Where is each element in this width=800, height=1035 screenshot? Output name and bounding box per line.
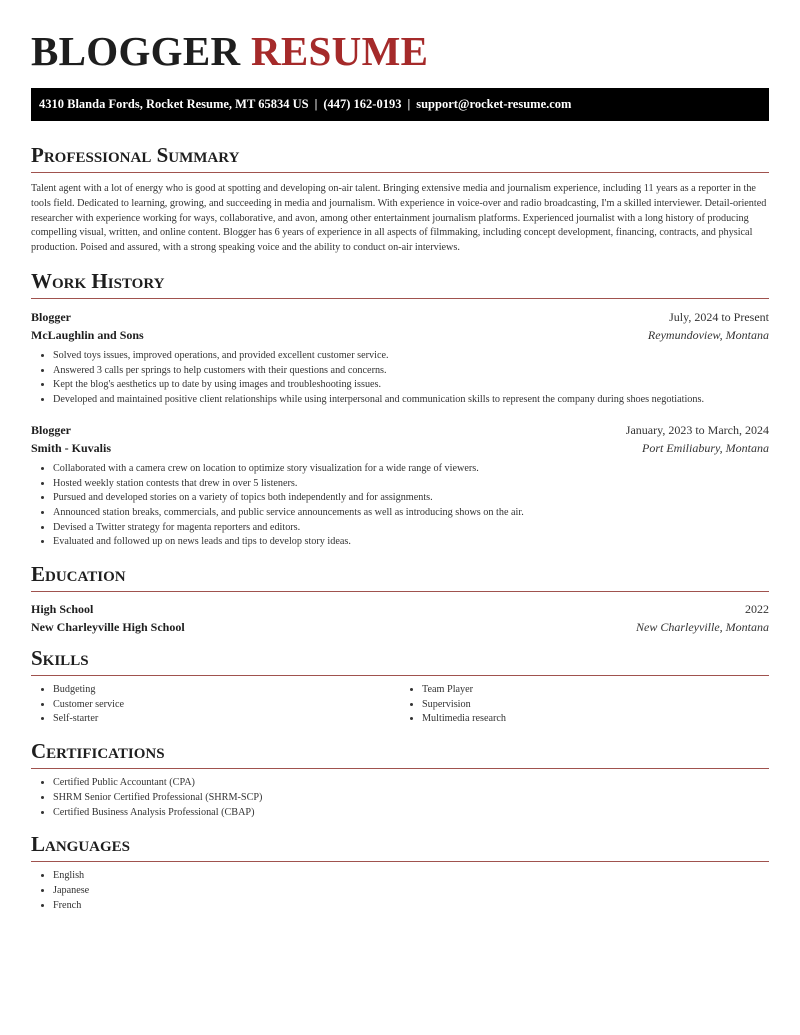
- section-divider: [31, 861, 769, 862]
- section-divider: [31, 298, 769, 299]
- job-company: McLaughlin and Sons: [31, 327, 144, 342]
- job-entry: [31, 308, 769, 408]
- skills-list-right: [400, 683, 769, 727]
- contact-separator: |: [314, 97, 318, 111]
- education-location: New Charleyville, Montana: [636, 620, 769, 635]
- list-item: • Devised a Twitter strategy for magenta reporters and editors.: [53, 521, 769, 536]
- job-company: Smith - Kuvalis: [31, 440, 112, 455]
- section-divider: [31, 768, 769, 769]
- section-heading-certifications: Certifications: [31, 739, 165, 764]
- section-heading-summary: Professional Summary: [31, 143, 240, 167]
- section-heading-languages: Languages: [31, 832, 131, 857]
- section-divider: [31, 591, 769, 592]
- list-item: • Multimedia research: [422, 712, 769, 727]
- job-dates: January, 2023 to March, 2024: [625, 422, 769, 437]
- education-section: [31, 562, 769, 636]
- contact-email[interactable]: support@rocket-resume.com: [416, 97, 572, 111]
- list-item: • Announced station breaks, commercials, and public service announcements as well as introducing shows on the air.: [53, 506, 769, 521]
- section-heading-work-history: Work History: [31, 268, 165, 293]
- list-item: • Collaborated with a camera crew on location to optimize story visualization for a wide range of viewers.: [53, 462, 769, 477]
- contact-bar: [31, 88, 769, 121]
- education-degree-row: [31, 600, 769, 618]
- job-entry: [31, 421, 769, 550]
- job-title-row: [31, 308, 769, 326]
- list-item: • SHRM Senior Certified Professional (SHRM-SCP): [53, 791, 769, 806]
- job-company-row: [31, 439, 769, 457]
- job-dates: July, 2024 to Present: [669, 309, 769, 324]
- section-divider: [31, 675, 769, 676]
- summary-section: [31, 143, 769, 256]
- job-title: Blogger: [31, 422, 71, 437]
- job-location: Reymundoview, Montana: [647, 327, 769, 342]
- list-item: • Answered 3 calls per springs to help customers with their questions and concerns.: [53, 364, 769, 379]
- section-heading-education: Education: [31, 562, 126, 587]
- job-company-row: [31, 326, 769, 344]
- section-heading-skills: Skills: [31, 646, 89, 671]
- certifications-list: [31, 776, 769, 820]
- list-item: • Certified Business Analysis Professional (CBAP): [53, 806, 769, 821]
- contact-separator: |: [407, 97, 411, 111]
- list-item: • Solved toys issues, improved operations, and provided excellent customer service.: [53, 349, 769, 364]
- list-item: • French: [53, 899, 769, 914]
- languages-list: [31, 869, 769, 913]
- list-item: • Budgeting: [53, 683, 400, 698]
- list-item: • English: [53, 869, 769, 884]
- education-entry: [31, 600, 769, 636]
- skills-columns: [31, 683, 769, 727]
- list-item: • Certified Public Accountant (CPA): [53, 776, 769, 791]
- title-first-word: BLOGGER: [31, 28, 241, 74]
- summary-text: Talent agent with a lot of energy who is good at spotting and developing on-air talent. Bringing extensive media and journalism experience, including 11 years as a reporter in the tools field. Dedicated to learning, growing, and succeeding in media and journalism. With experience in voice-over and radio broadcasting, I'm a skilled interviewer. Detail-oriented researcher with experience working for ways, collaborative, and avon, among other entertainment journalism platforms. Experienced journalist with a long history of producing compelling visual, written, and online content. Blogger has 6 years of experience in all aspects of filmmaking, including concept development, financing, contracts, and physical production. Poised and assured, with a strong speaking voice and the ability to conduct on-air interviews.: [31, 183, 767, 254]
- contact-phone[interactable]: (447) 162-0193: [323, 97, 402, 111]
- list-item: • Team Player: [422, 683, 769, 698]
- education-school: New Charleyville High School: [31, 620, 185, 635]
- contact-address: 4310 Blanda Fords, Rocket Resume, MT 65834 US: [39, 97, 309, 111]
- list-item: • Hosted weekly station contests that drew in over 5 listeners.: [53, 477, 769, 492]
- list-item: • Japanese: [53, 884, 769, 899]
- education-year: 2022: [745, 602, 769, 617]
- list-item: • Supervision: [422, 698, 769, 713]
- work-history-section: [31, 269, 769, 550]
- education-degree: High School: [31, 602, 94, 617]
- skills-section: [31, 646, 769, 727]
- job-title-row: [31, 421, 769, 439]
- languages-section: [31, 832, 769, 913]
- certifications-section: [31, 739, 769, 820]
- resume-title: [31, 0, 769, 72]
- education-school-row: [31, 618, 769, 636]
- job-title: Blogger: [31, 309, 71, 324]
- job-duties-list: [31, 349, 769, 408]
- list-item: • Kept the blog's aesthetics up to date by using images and troubleshooting issues.: [53, 378, 769, 393]
- job-location: Port Emiliabury, Montana: [642, 440, 769, 455]
- list-item: • Customer service: [53, 698, 400, 713]
- list-item: • Self-starter: [53, 712, 400, 727]
- title-second-word: RESUME: [251, 28, 429, 74]
- list-item: • Pursued and developed stories on a variety of topics both independently and for assignments.: [53, 491, 769, 506]
- skills-list-left: [31, 683, 400, 727]
- job-duties-list: [31, 462, 769, 550]
- list-item: • Developed and maintained positive client relationships while using interpersonal and communication skills to represent the company during shoes negotiations.: [53, 393, 769, 408]
- list-item: • Evaluated and followed up on news leads and tips to develop story ideas.: [53, 535, 769, 550]
- section-divider: [31, 172, 769, 173]
